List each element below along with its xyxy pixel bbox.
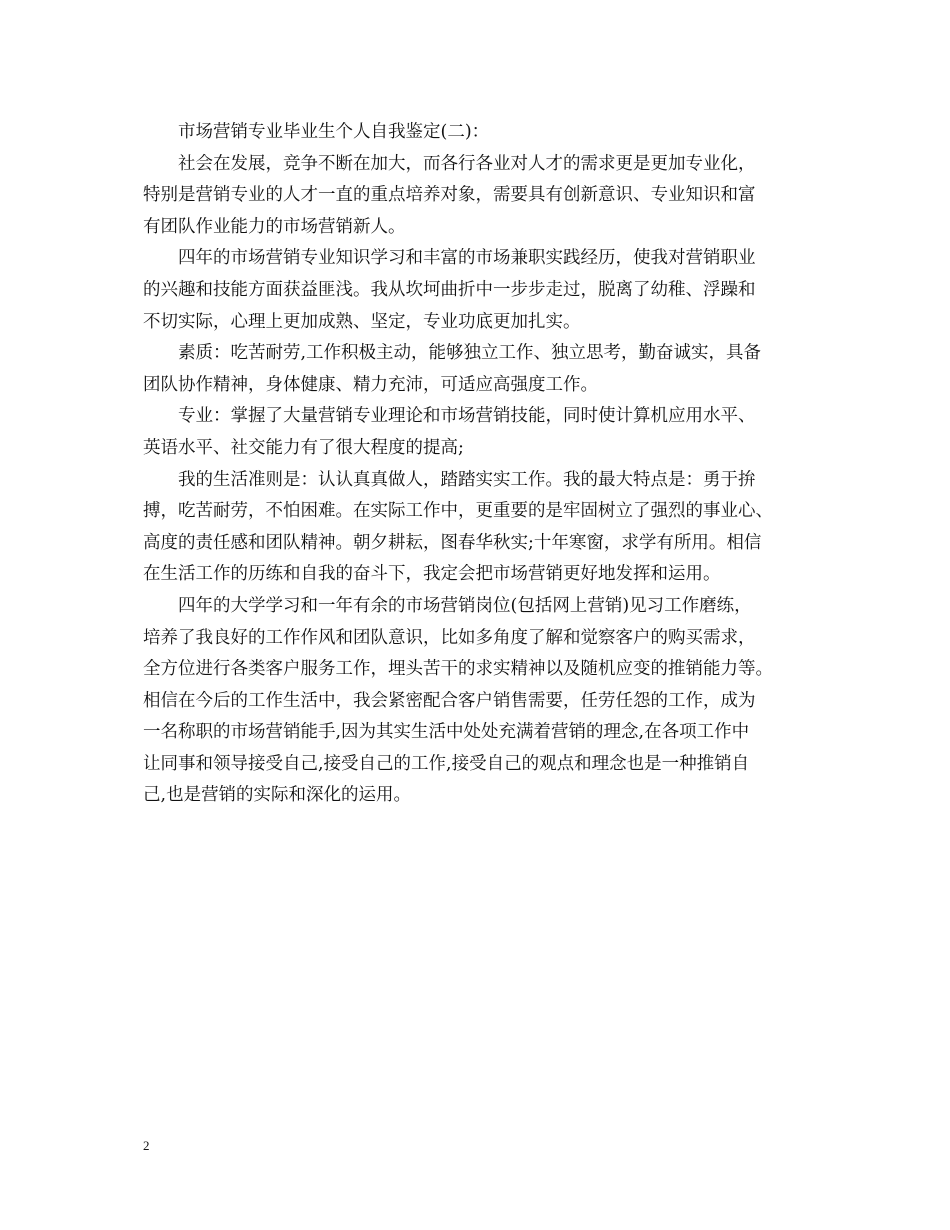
text-line: 四年的市场营销专业知识学习和丰富的市场兼职实践经历，使我对营销职业	[178, 248, 756, 269]
text-line: 高度的责任感和团队精神。朝夕耕耘，图春华秋实;十年寒窗，求学有所用。相信	[143, 532, 762, 553]
text-line: 不切实际，心理上更加成熟、坚定，专业功底更加扎实。	[143, 311, 581, 332]
text-line: 素质：吃苦耐劳,工作积极主动，能够独立工作、独立思考，勤奋诚实，具备	[178, 343, 762, 364]
text-line: 让同事和领导接受自己,接受自己的工作,接受自己的观点和理念也是一种推销自	[143, 753, 750, 774]
text-line: 我的生活准则是：认认真真做人，踏踏实实工作。我的最大特点是：勇于拚	[178, 469, 756, 490]
text-line: 英语水平、社交能力有了很大程度的提高;	[143, 437, 464, 458]
document-body	[143, 117, 821, 812]
text-line: 一名称职的市场营销能手,因为其实生活中处处充满着营销的理念,在各项工作中	[143, 722, 750, 743]
text-line: 专业：掌握了大量营销专业理论和市场营销技能，同时使计算机应用水平、	[178, 406, 756, 427]
text-line: 团队协作精神，身体健康、精力充沛，可适应高强度工作。	[143, 374, 598, 395]
text-line: 社会在发展，竞争不断在加大，而各行各业对人才的需求更是更加专业化，	[178, 153, 756, 174]
text-line: 有团队作业能力的市场营销新人。	[143, 216, 406, 237]
text-line: 在生活工作的历练和自我的奋斗下，我定会把市场营销更好地发挥和运用。	[143, 564, 721, 585]
text-line: 特别是营销专业的人才一直的重点培养对象，需要具有创新意识、专业知识和富	[143, 185, 756, 206]
text-line: 培养了我良好的工作作风和团队意识，比如多角度了解和觉察客户的购买需求，	[143, 627, 756, 648]
text-line: 四年的大学学习和一年有余的市场营销岗位(包括网上营销)见习工作磨练，	[178, 595, 752, 616]
text-line: 市场营销专业毕业生个人自我鉴定(二)：	[178, 122, 490, 142]
text-line: 的兴趣和技能方面获益匪浅。我从坎坷曲折中一步步走过，脱离了幼稚、浮躁和	[143, 279, 756, 300]
text-line: 全方位进行各类客户服务工作，埋头苦干的求实精神以及随机应变的推销能力等。	[143, 659, 773, 680]
text-line: 相信在今后的工作生活中，我会紧密配合客户销售需要，任劳任怨的工作，成为	[143, 690, 756, 711]
text-line: 己,也是营销的实际和深化的运用。	[143, 785, 412, 806]
page-number: 2	[143, 1138, 150, 1153]
text-line: 搏，吃苦耐劳，不怕困难。在实际工作中，更重要的是牢固树立了强烈的事业心、	[143, 501, 773, 522]
